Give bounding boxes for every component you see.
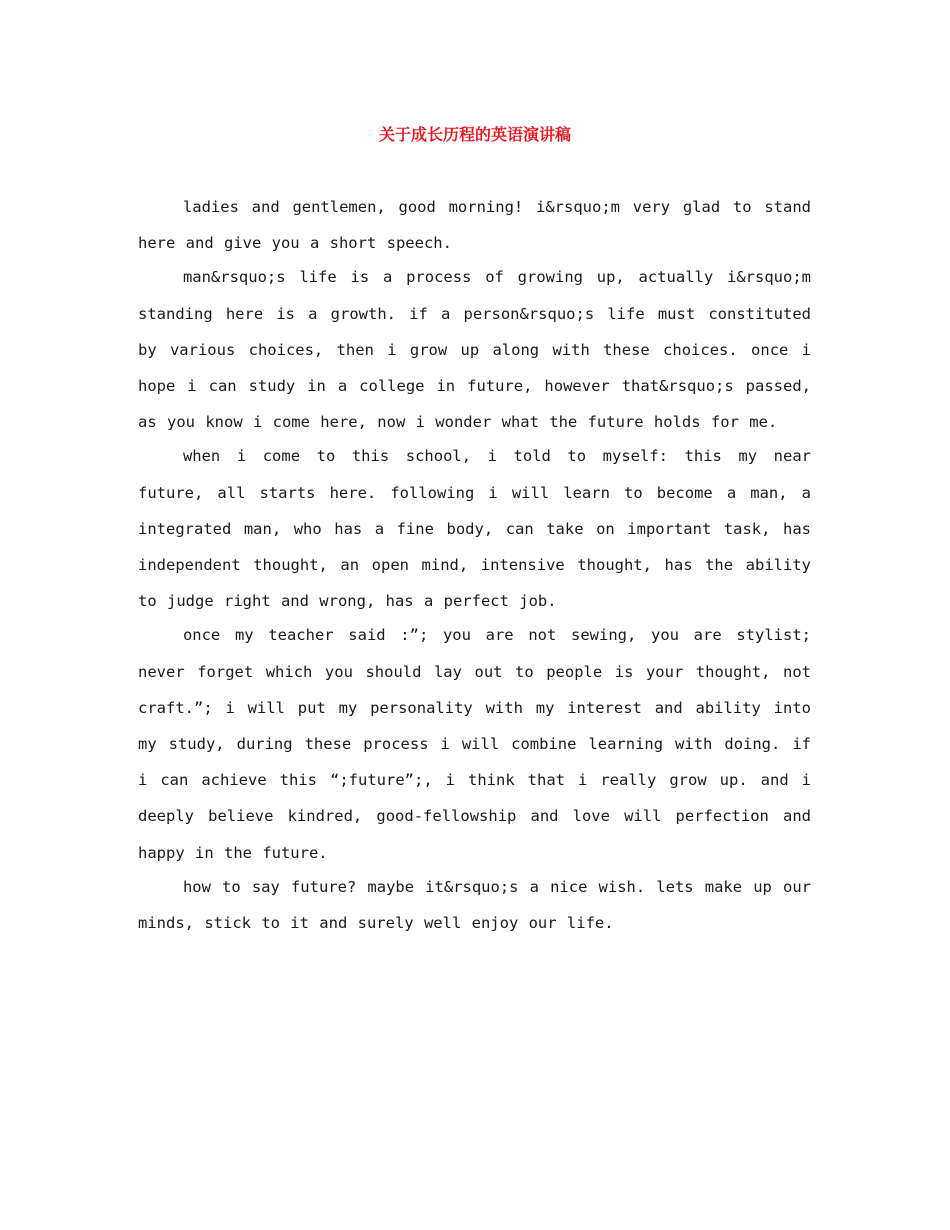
- paragraph-1: ladies and gentlemen, good morning! i&rsquo;m very glad to stand here and give you a short speech.: [138, 198, 811, 253]
- paragraph-4: once my teacher said :”; you are not sewing, you are stylist; never forget which you should lay out to people is your thought, not craft.”; i will put my personality with my interest and ability into my study, during these process i will combine learning with doing. if i can achieve this “;future”;, i think that i really grow up. and i deeply believe kindred, good-fellowship and love will perfection and happy in the future.: [138, 626, 811, 862]
- document-title: 关于成长历程的英语演讲稿: [378, 125, 571, 144]
- document-body: [138, 189, 811, 941]
- paragraph-2: man&rsquo;s life is a process of growing up, actually i&rsquo;m standing here is a growth. if a person&rsquo;s life must constituted by various choices, then i grow up along with these choices. once i hope i can study in a college in future, however that&rsquo;s passed, as you know i come here, now i wonder what the future holds for me.: [138, 268, 811, 432]
- paragraph-3: when i come to this school, i told to myself: this my near future, all starts here. following i will learn to become a man, a integrated man, who has a fine body, can take on important task, has independent thought, an open mind, intensive thought, has the ability to judge right and wrong, has a perfect job.: [138, 447, 811, 611]
- paragraph-5: how to say future? maybe it&rsquo;s a nice wish. lets make up our minds, stick to it and surely well enjoy our life.: [138, 877, 811, 933]
